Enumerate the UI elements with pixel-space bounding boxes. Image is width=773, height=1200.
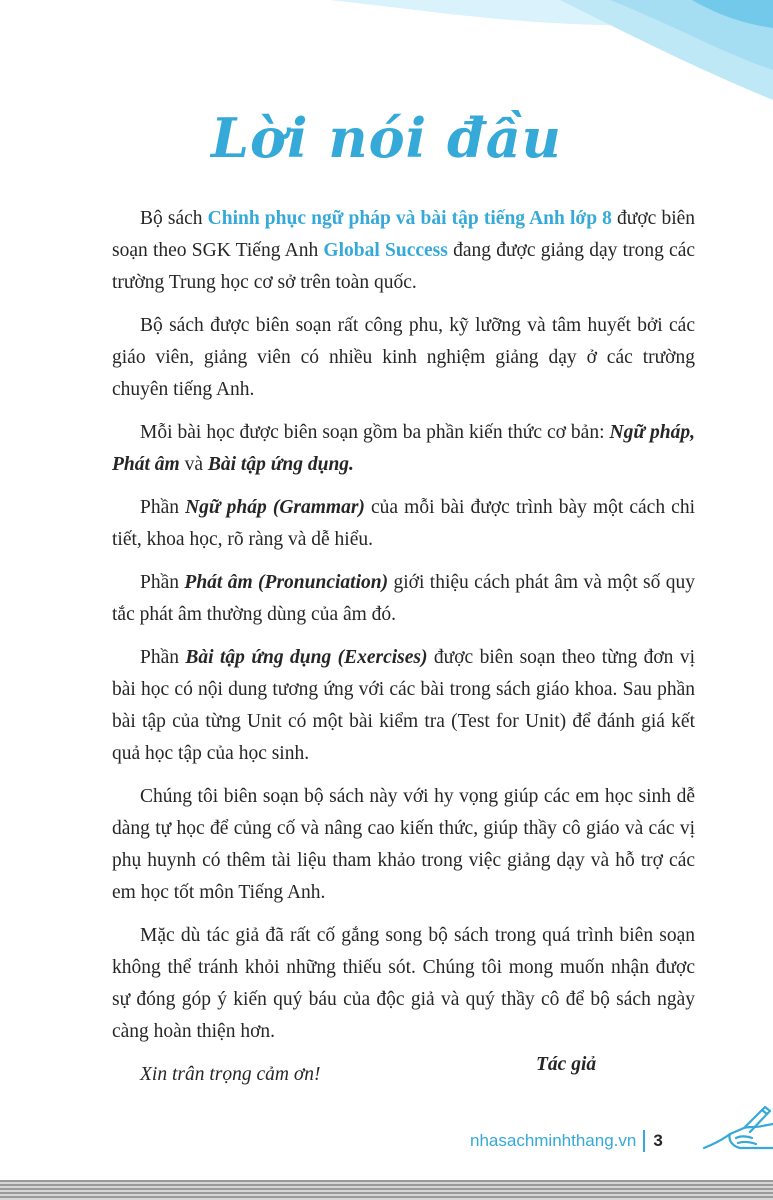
paragraph-1: Bộ sách Chinh phục ngữ pháp và bài tập tiếng Anh lớp 8 được biên soạn theo SGK Tiếng Anh Global Success đang được giảng dạy trong các trường Trung học cơ sở trên toàn quốc. [112, 208, 696, 293]
author-signature: Tác giả [536, 1054, 597, 1075]
paragraph-7: Chúng tôi biên soạn bộ sách này với hy vọng giúp các em học sinh dễ dàng tự học để củng cố và nâng cao kiến thức, giúp thầy cô giáo và các vị phụ huynh có thêm tài liệu tham khảo trong việc giảng dạy và hỗ trợ các em học tốt môn Tiếng Anh. [112, 786, 695, 903]
paragraph-2: Bộ sách được biên soạn rất công phu, kỹ lưỡng và tâm huyết bởi các giáo viên, giảng viên có nhiều kinh nghiệm giảng dạy ở các trường chuyên tiếng Anh. [112, 315, 695, 400]
paragraph-3: Mỗi bài học được biên soạn gồm ba phần kiến thức cơ bản: Ngữ pháp, Phát âm và Bài tập ứng dụng. [112, 422, 695, 475]
paragraph-8: Mặc dù tác giả đã rất cố gắng song bộ sách trong quá trình biên soạn không thể tránh khỏi những thiếu sót. Chúng tôi mong muốn nhận được sự đóng góp ý kiến quý báu của độc giả và quý thầy cô để bộ sách ngày càng hoàn thiện hơn. [112, 925, 695, 1042]
page-title: Lời nói đầu [211, 106, 562, 170]
paragraph-5: Phần Phát âm (Pronunciation) giới thiệu cách phát âm và một số quy tắc phát âm thường dùng của âm đó. [112, 572, 696, 625]
closing-line: Xin trân trọng cảm ơn! [140, 1064, 321, 1085]
paragraph-6: Phần Bài tập ứng dụng (Exercises) được biên soạn theo từng đơn vị bài học có nội dung tương ứng với các bài trong sách giáo khoa. Sau phần bài tập của từng Unit có một bài kiểm tra (Test for Unit) để đánh giá kết quả học tập của học sinh. [112, 647, 696, 764]
wave-decoration-icon [0, 0, 773, 120]
paragraph-4: Phần Ngữ pháp (Grammar) của mỗi bài được trình bày một cách chi tiết, khoa học, rõ ràng và dễ hiểu. [112, 497, 695, 550]
book-title: Chinh phục ngữ pháp và bài tập tiếng Anh lớp 8 [207, 208, 612, 229]
series-name: Global Success [323, 240, 448, 261]
page-number: 3 [653, 1131, 663, 1150]
website-link[interactable]: nhasachminhthang.vn [470, 1131, 637, 1150]
page-edge [0, 1180, 773, 1200]
page-footer [470, 1126, 663, 1156]
footer-divider [643, 1130, 645, 1152]
preface-body [112, 203, 695, 1102]
writing-hand-icon [700, 1104, 773, 1160]
